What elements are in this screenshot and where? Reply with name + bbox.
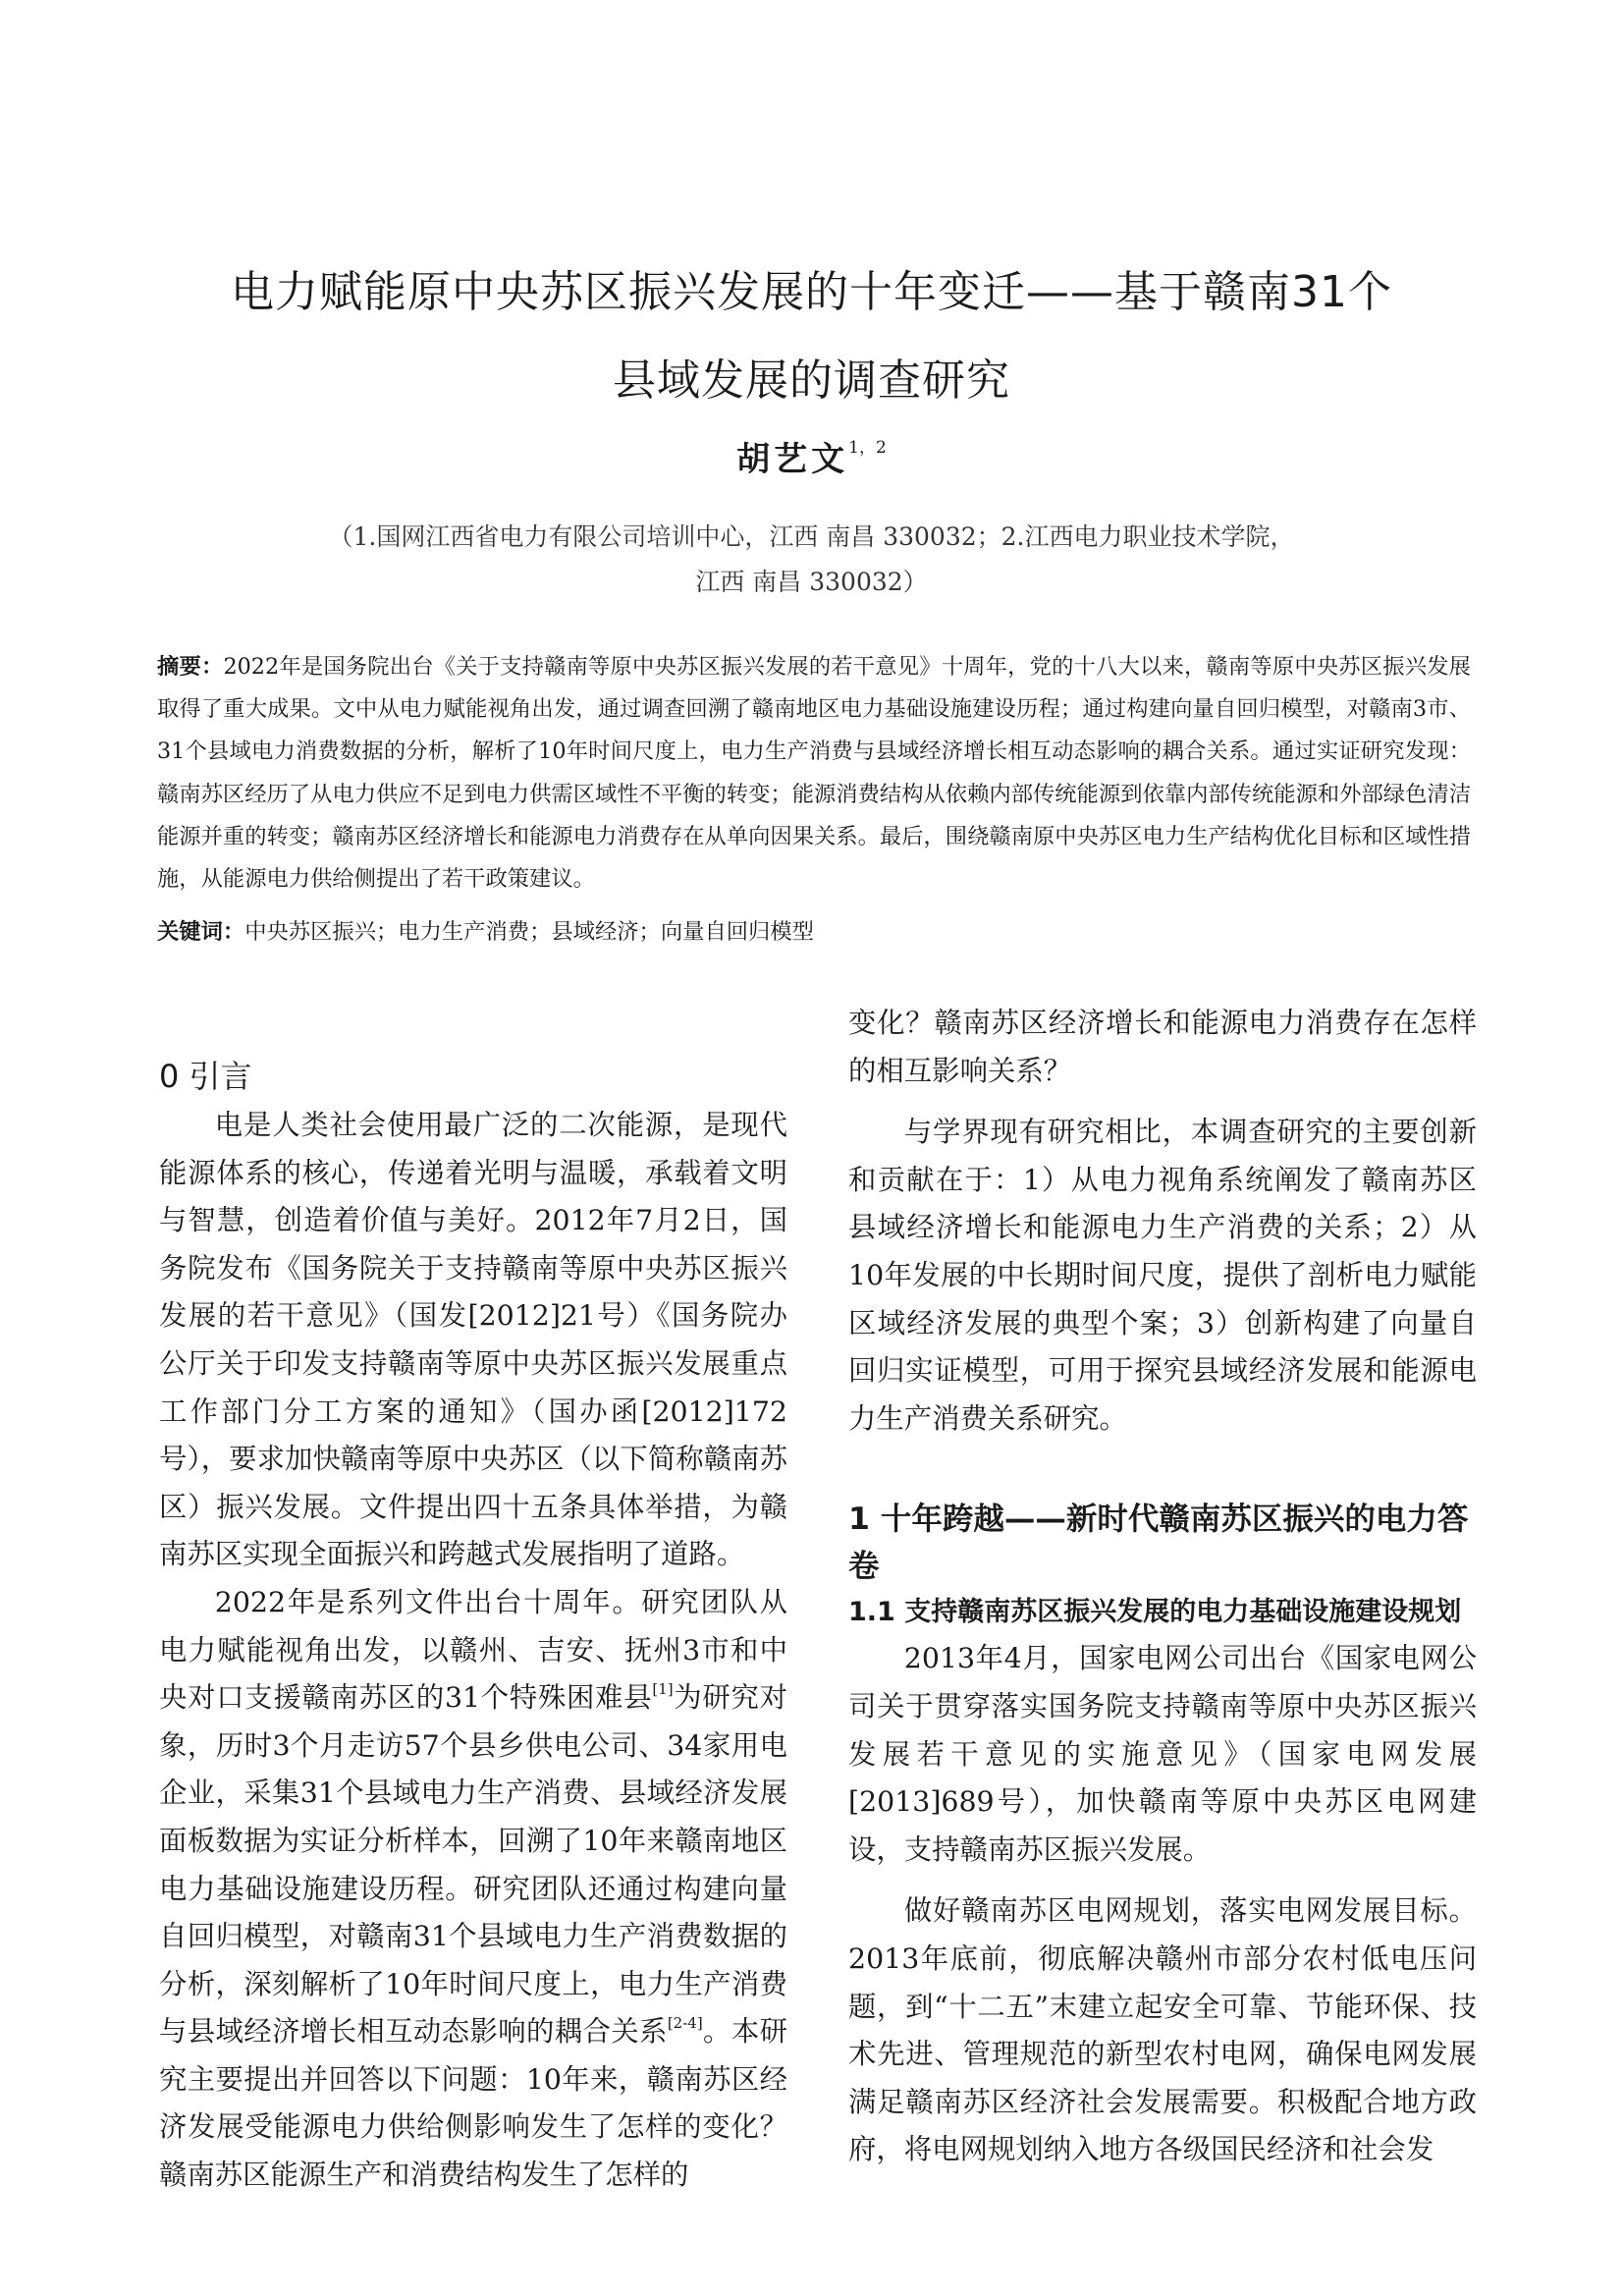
contribution-paragraph: 与学界现有研究相比，本调查研究的主要创新和贡献在于：1）从电力视角系统阐发了赣南苏区县域经济增长和能源电力生产消费的关系；2）从10年发展的中长期时间尺度，提供了剖析电力赋能区域经济发展的典型个案；3）创新构建了向量自回归实证模型，可用于探究县域经济发展和能源电力生产消费关系研究。 <box>848 1116 1477 1435</box>
keywords <box>157 911 1471 954</box>
intro-paragraph-1: 电是人类社会使用最广泛的二次能源，是现代能源体系的核心，传递着光明与温暖，承载着文明与智慧，创造着价值与美好。2012年7月2日，国务院发布《国务院关于支持赣南等原中央苏区振兴发展的若干意见》（国发[2012]21号）《国务院办公厅关于印发支持赣南等原中央苏区振兴发展重点工作部门分工方案的通知》（国办函[2012]172号），要求加快赣南等原中央苏区（以下简称赣南苏区）振兴发展。文件提出四十五条具体举措，为赣南苏区实现全面振兴和跨越式发展指明了道路。 <box>159 1109 787 1571</box>
section-1-1-paragraph-1: 2013年4月，国家电网公司出台《国家电网公司关于贯穿落实国务院支持赣南等原中央苏区振兴发展若干意见的实施意见》（国家电网发展[2013]689号），加快赣南等原中央苏区电网建设，支持赣南苏区振兴发展。 <box>848 1642 1477 1866</box>
keywords-label: 关键词： <box>157 919 245 945</box>
title-line-2: 县域发展的调查研究 <box>613 355 1010 406</box>
section-heading-intro: 0 引言 <box>159 1058 252 1095</box>
abstract-label: 摘要： <box>157 654 224 680</box>
affiliation-line-1: （1.国网江西省电力有限公司培训中心，江西 南昌 330032；2.江西电力职业技术学院， <box>328 522 1295 551</box>
author-name: 胡艺文 <box>736 440 849 479</box>
keywords-text: 中央苏区振兴；电力生产消费；县域经济；向量自回归模型 <box>244 919 814 945</box>
intro-paragraph-2-part-c: 。本研究主要提出并回答以下问题：10年来，赣南苏区经济发展受能源电力供给侧影响发生了怎样的变化？赣南苏区能源生产和消费结构发生了怎样的 <box>159 2015 787 2192</box>
citation-1: [1] <box>652 1680 674 1699</box>
subsection-heading-1-1: 1.1 支持赣南苏区振兴发展的电力基础设施建设规划 <box>848 1597 1462 1628</box>
abstract <box>157 646 1471 901</box>
section-heading-1: 1 十年跨越——新时代赣南苏区振兴的电力答卷 <box>848 1502 1469 1585</box>
intro-paragraph-2 <box>159 1579 787 2200</box>
citation-2-4: [2-4] <box>667 2014 703 2033</box>
section-1-1-paragraph-2: 做好赣南苏区电网规划，落实电网发展目标。2013年底前，彻底解决赣州市部分农村低电压问题，到“十二五”末建立起安全可靠、节能环保、技术先进、管理规范的新型农村电网，确保电网发展满足赣南苏区经济社会发展需要。积极配合地方政府，将电网规划纳入地方各级国民经济和社会发 <box>848 1894 1477 2166</box>
continued-paragraph: 变化？赣南苏区经济增长和能源电力消费存在怎样的相互影响关系？ <box>848 1007 1477 1087</box>
paper-title <box>137 248 1486 425</box>
title-line-1: 电力赋能原中央苏区振兴发展的十年变迁——基于赣南31个 <box>231 267 1392 317</box>
affiliation-line-2: 江西 南昌 330032） <box>695 568 928 596</box>
left-column <box>159 1000 787 2200</box>
affiliations <box>236 515 1387 605</box>
right-column <box>848 1000 1477 2174</box>
author-line <box>0 432 1623 480</box>
intro-paragraph-2-part-a: 2022年是系列文件出台十周年。研究团队从电力赋能视角出发，以赣州、吉安、抚州3市和中央对口支援赣南苏区的31个特殊困难县 <box>159 1585 787 1715</box>
author-affiliation-marks: 1，2 <box>848 438 887 458</box>
intro-paragraph-2-part-b: 为研究对象，历时3个月走访57个县乡供电公司、34家用电企业，采集31个县域电力生产消费、县域经济发展面板数据为实证分析样本，回溯了10年来赣南地区电力基础设施建设历程。研究团队还通过构建向量自回归模型，对赣南31个县域电力生产消费数据的分析，深刻解析了10年时间尺度上，电力生产消费与县域经济增长相互动态影响的耦合关系 <box>159 1681 787 2049</box>
abstract-text: 2022年是国务院出台《关于支持赣南等原中央苏区振兴发展的若干意见》十周年，党的十八大以来，赣南等原中央苏区振兴发展取得了重大成果。文中从电力赋能视角出发，通过调查回溯了赣南地区电力基础设施建设历程；通过构建向量自回归模型，对赣南3市、31个县域电力消费数据的分析，解析了10年时间尺度上，电力生产消费与县域经济增长相互动态影响的耦合关系。通过实证研究发现：赣南苏区经历了从电力供应不足到电力供需区域性不平衡的转变；能源消费结构从依赖内部传统能源到依靠内部传统能源和外部绿色清洁能源并重的转变；赣南苏区经济增长和能源电力消费存在从单向因果关系。最后，围绕赣南原中央苏区电力生产结构优化目标和区域性措施，从能源电力供给侧提出了若干政策建议。 <box>157 654 1471 893</box>
